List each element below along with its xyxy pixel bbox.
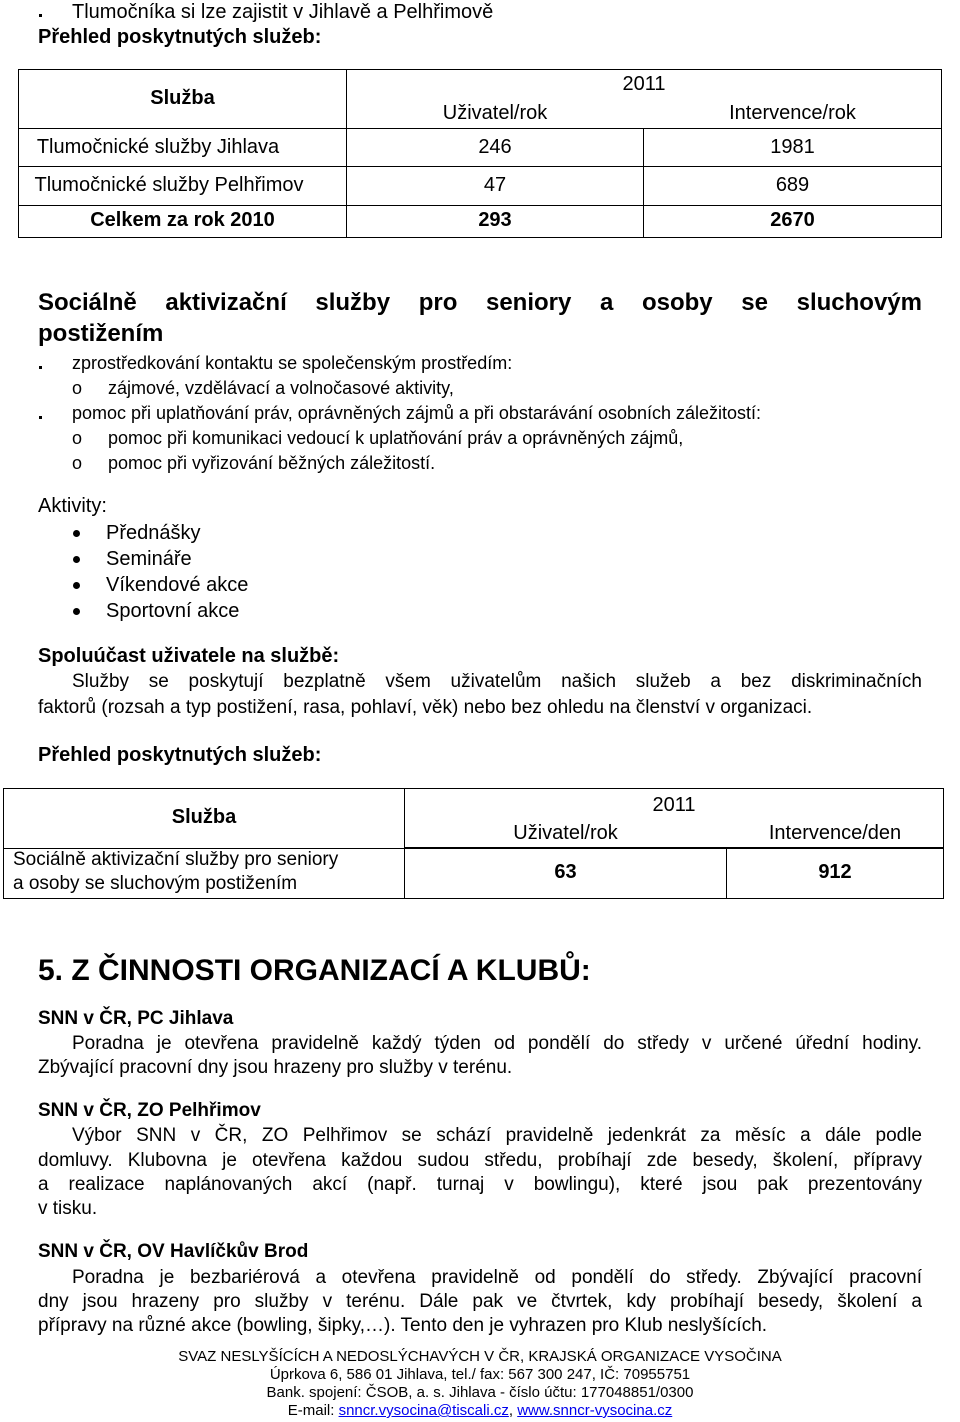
activity-item-3: Víkendové akce <box>106 574 249 596</box>
activity-item-2: Semináře <box>106 548 192 570</box>
footer-email-link[interactable]: snncr.vysocina@tiscali.cz <box>338 1402 509 1419</box>
table1-header-users: Uživatel/rok <box>442 102 548 124</box>
table2-row-users: 63 <box>554 861 577 883</box>
bullet-marker <box>39 416 42 419</box>
table1-row2-service: Tlumočnické služby Pelhřimov <box>34 174 304 196</box>
club2-line2: domluvy. Klubovna je otevřena každou sudou středu, probíhají zde besedy, školení, přípravy <box>38 1150 922 1171</box>
club3-line1: Poradna je bezbariérová a otevřena pravidelně od pondělí do středy. Zbývající pracovní <box>72 1267 922 1288</box>
bullet-marker <box>73 556 80 563</box>
table1-row1-service: Tlumočnické služby Jihlava <box>36 136 280 158</box>
overview2-heading: Přehled poskytnutých služeb: <box>38 744 322 766</box>
club2-line3: a realizace naplánovaných akcí (např. turnaj v bowlingu), které jsou pak prezentovány <box>38 1174 922 1195</box>
table1-row1-users: 246 <box>478 136 512 158</box>
social-item-1: zprostředkování kontaktu se společenským prostředím: <box>72 353 513 373</box>
footer-line4 <box>0 1402 960 1419</box>
social-title-line2: postižením <box>38 320 164 347</box>
club1-line1: Poradna je otevřena pravidelně každý týden od pondělí do středy v určené úřední hodiny. <box>72 1033 922 1054</box>
social-title-line1: Sociálně aktivizační služby pro seniory a osoby se sluchovým <box>38 289 922 316</box>
club3-line3: přípravy na různé akce (bowling, šipky,…). Tento den je vyhrazen pro Klub neslyšících. <box>38 1315 768 1336</box>
club2-name: SNN v ČR, ZO Pelhřimov <box>38 1100 261 1121</box>
club1-name: SNN v ČR, PC Jihlava <box>38 1008 234 1029</box>
overview1-heading: Přehled poskytnutých služeb: <box>38 26 322 48</box>
footer-email-label: E-mail: <box>287 1402 335 1419</box>
bullet-marker <box>39 366 42 369</box>
table2-row-service-line2: a osoby se sluchovým postižením <box>13 873 298 894</box>
table2-header-users: Uživatel/rok <box>513 822 618 844</box>
participation-line2: faktorů (rozsah a typ postižení, rasa, pohlaví, věk) nebo bez ohledu na členství v organizaci. <box>38 697 813 718</box>
club2-line1: Výbor SNN v ČR, ZO Pelhřimov se schází pravidelně jedenkrát za měsíc a dále podle <box>72 1125 922 1146</box>
table1-header-interventions: Intervence/rok <box>729 102 856 124</box>
bullet-marker <box>39 14 42 17</box>
table2-row-service-line1: Sociálně aktivizační služby pro seniory <box>13 849 339 870</box>
table2-header-interventions: Intervence/den <box>768 822 902 844</box>
footer-line1: SVAZ NESLYŠÍCÍCH A NEDOSLÝCHAVÝCH V ČR, KRAJSKÁ ORGANIZACE VYSOČINA <box>178 1348 782 1365</box>
club3-line2: dny jsou hrazeny pro služby v terénu. Dále pak ve čtvrtek, kdy probíhají besedy, školení a <box>38 1291 922 1312</box>
bullet-marker <box>73 608 80 615</box>
sub-marker: o <box>72 378 83 398</box>
bullet-marker <box>73 530 80 537</box>
footer-web-link[interactable]: www.snncr-vysocina.cz <box>517 1402 673 1419</box>
footer-separator: , <box>508 1402 514 1419</box>
footer-line3: Bank. spojení: ČSOB, a. s. Jihlava - číslo účtu: 177048851/0300 <box>266 1384 694 1401</box>
footer-line2: Úprkova 6, 586 01 Jihlava, tel./ fax: 567 300 247, IČ: 70955751 <box>269 1366 691 1383</box>
table1-row2-users: 47 <box>483 174 507 196</box>
activity-item-1: Přednášky <box>106 522 201 544</box>
social-item-5: pomoc při vyřizování běžných záležitostí. <box>108 453 436 473</box>
table1-total-users: 293 <box>478 209 512 231</box>
club3-name: SNN v ČR, OV Havlíčkův Brod <box>38 1241 309 1262</box>
table1-total-interventions: 2670 <box>770 209 815 231</box>
table1-header-service: Služba <box>150 87 215 109</box>
sub-marker: o <box>72 428 83 448</box>
social-item-2: zájmové, vzdělávací a volnočasové aktivity, <box>108 378 454 398</box>
sub-marker: o <box>72 453 83 473</box>
bullet-marker <box>73 582 80 589</box>
activities-heading: Aktivity: <box>38 495 107 517</box>
top-bullet-text: Tlumočníka si lze zajistit v Jihlavě a Pelhřimově <box>72 1 494 23</box>
social-item-4: pomoc při komunikaci vedoucí k uplatňování práv a oprávněných zájmů, <box>108 428 684 448</box>
table1-total-service: Celkem za rok 2010 <box>90 209 275 231</box>
services-table-2 <box>3 788 944 899</box>
table1-header-year: 2011 <box>622 73 666 95</box>
table2-header-year: 2011 <box>652 794 696 816</box>
participation-line1: Služby se poskytují bezplatně všem uživatelům našich služeb a bez diskriminačních <box>72 671 922 692</box>
club1-line2: Zbývající pracovní dny jsou hrazeny pro služby v terénu. <box>38 1057 513 1078</box>
services-table-1-frame <box>18 69 942 238</box>
activity-item-4: Sportovní akce <box>106 600 240 622</box>
table2-row-interventions: 912 <box>818 861 852 883</box>
social-item-3: pomoc při uplatňování práv, oprávněných zájmů a při obstarávání osobních záležitostí: <box>72 403 762 423</box>
section5-title: 5. Z ČINNOSTI ORGANIZACÍ A KLUBŮ: <box>38 954 591 987</box>
table2-header-service: Služba <box>171 806 237 828</box>
table1-row2-interventions: 689 <box>775 174 810 196</box>
club2-line4: v tisku. <box>38 1198 98 1219</box>
participation-heading: Spoluúčast uživatele na službě: <box>38 645 340 667</box>
table1-row1-interventions: 1981 <box>770 136 815 158</box>
